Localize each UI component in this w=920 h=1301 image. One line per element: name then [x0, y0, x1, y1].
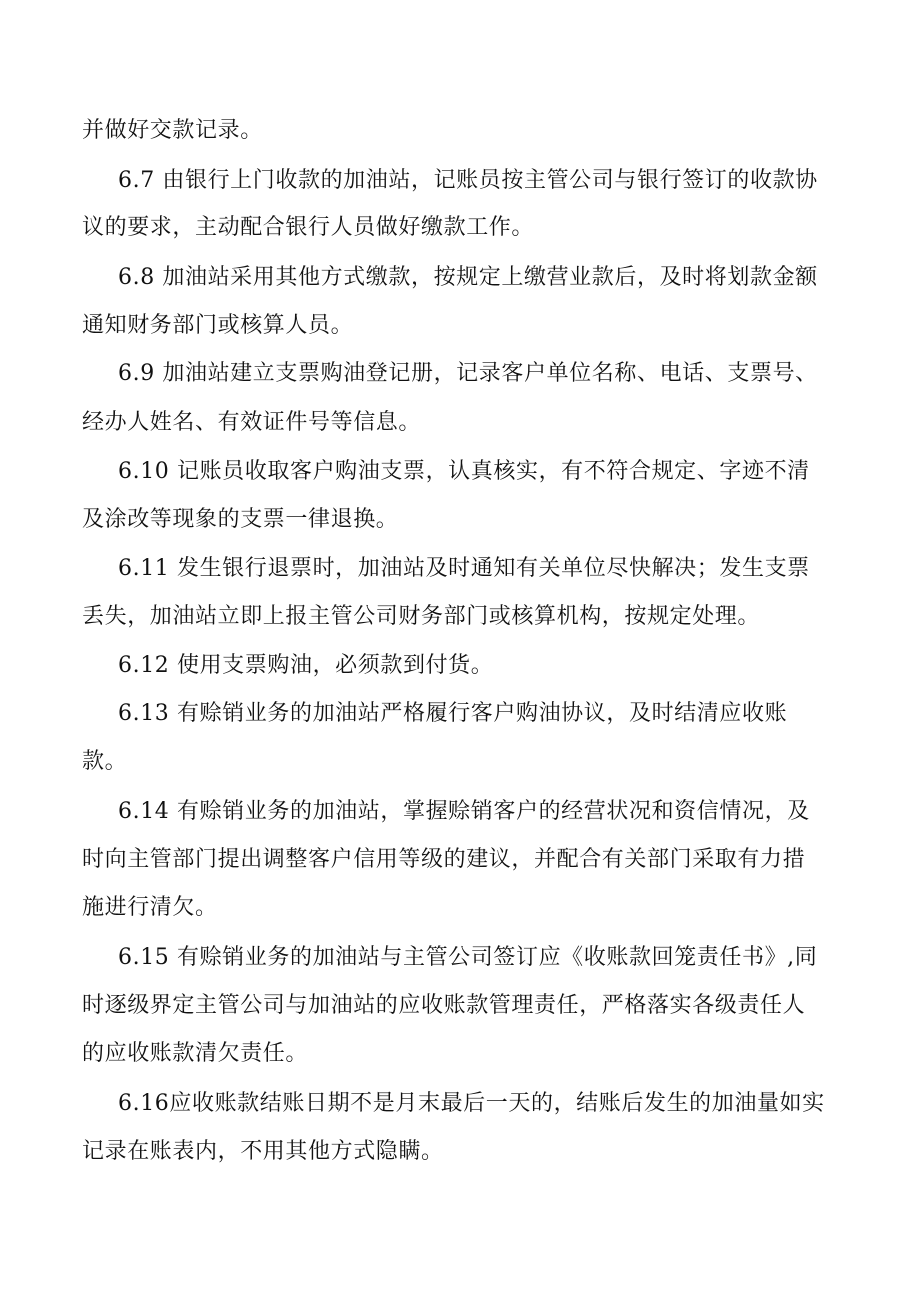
- text-line-20: 的应收账款清欠责任。: [82, 1041, 309, 1066]
- text-line-13: 6.13 有赊销业务的加油站严格履行客户购油协议，及时结清应收账: [118, 701, 788, 726]
- text-line-11: 丢失，加油站立即上报主管公司财务部门或核算机构，按规定处理。: [82, 604, 761, 629]
- text-line-15: 6.14 有赊销业务的加油站，掌握赊销客户的经营状况和资信情况，及: [118, 799, 810, 824]
- text-line-5: 通知财务部门或核算人员。: [82, 313, 354, 338]
- text-line-12: 6.12 使用支票购油，必须款到付货。: [118, 653, 494, 678]
- text-line-9: 及涂改等现象的支票一律退换。: [82, 507, 399, 532]
- text-line-10: 6.11 发生银行退票时，加油站及时通知有关单位尽快解决；发生支票: [118, 556, 810, 581]
- text-line-16: 时向主管部门提出调整客户信用等级的建议，并配合有关部门采取有力措: [82, 847, 806, 872]
- text-line-18: 6.15 有赊销业务的加油站与主管公司签订应《收账款回笼责任书》,同: [118, 945, 818, 970]
- text-line-1: 并做好交款记录。: [82, 118, 263, 143]
- text-line-3: 议的要求，主动配合银行人员做好缴款工作。: [82, 215, 535, 240]
- text-line-22: 记录在账表内，不用其他方式隐瞒。: [82, 1139, 444, 1164]
- text-line-14: 款。: [82, 749, 128, 774]
- text-line-2: 6.7 由银行上门收款的加油站，记账员按主管公司与银行签订的收款协: [118, 168, 818, 193]
- text-line-21: 6.16应收账款结账日期不是月末最后一天的，结账后发生的加油量如实: [118, 1091, 825, 1116]
- text-line-8: 6.10 记账员收取客户购油支票，认真核实，有不符合规定、字迹不清: [118, 459, 810, 484]
- text-line-19: 时逐级界定主管公司与加油站的应收账款管理责任，严格落实各级责任人: [82, 993, 806, 1018]
- text-line-17: 施进行清欠。: [82, 895, 218, 920]
- text-line-7: 经办人姓名、有效证件号等信息。: [82, 410, 422, 435]
- text-line-4: 6.8 加油站采用其他方式缴款，按规定上缴营业款后，及时将划款金额: [118, 265, 818, 290]
- text-line-6: 6.9 加油站建立支票购油登记册，记录客户单位名称、电话、支票号、: [118, 361, 818, 386]
